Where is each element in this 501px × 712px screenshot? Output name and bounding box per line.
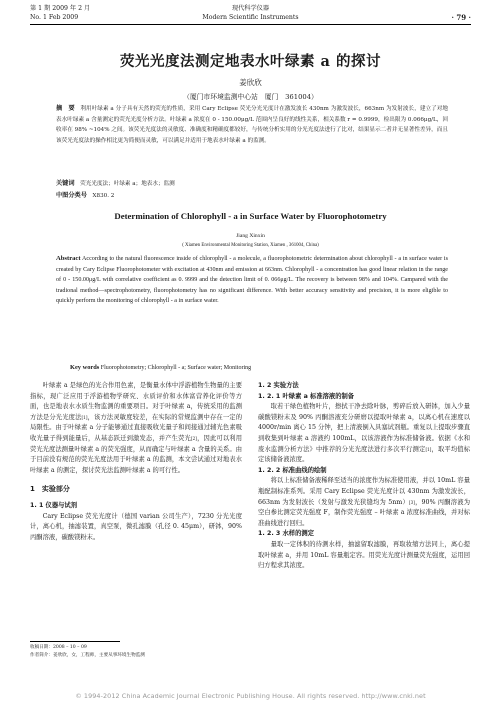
p122-text-2: ，90% 丙酮溶液为空白参比测定荧光强度 F，制作荧光强度 – 叶绿素 a 浓度标准曲线，并对标准曲线进行回归。 [258, 498, 470, 527]
paragraph-1-2-2 [258, 476, 470, 529]
body-column-left [30, 381, 242, 543]
body-column-right [258, 381, 470, 572]
received-date: 收稿日期：2008 – 10 – 09 [30, 645, 87, 650]
classification-cn [56, 190, 114, 199]
running-header [30, 4, 471, 26]
abstract-en [56, 254, 448, 307]
intro-text-1: 叶绿素 a 是绿色的光合作用色素，是衡量水体中浮游植物生物量的主要指标，现广泛应用于浮游植物学研究、水质评价和水体富营养化评价等方面，也是地表水水质生物监测的重要项目。对于叶绿素 a，传统采用的监测方法是分光光度法 [30, 382, 242, 421]
subsection-heading-1-2-2: 1. 2. 2 标准曲线的绘制 [258, 466, 327, 474]
p121-text-2: ，取平均值标定该储备液浓度。 [258, 445, 471, 464]
copyright-footer: © 1994-2012 China Academic Journal Electronic Publishing House. All rights reserved. http://www.cnki.net [75, 692, 426, 700]
subsection-heading-1-2-1: 1. 2. 1 叶绿素 a 标准溶液的制备 [258, 392, 355, 400]
header-rule [30, 24, 471, 25]
journal-cn: 现代科学仪器 [231, 5, 270, 12]
footnote-rule [30, 641, 120, 642]
classification-cn-label: 中图分类号 [56, 192, 87, 199]
affiliation-cn: （厦门市环境监测中心站 厦门 361004） [183, 93, 318, 101]
abstract-cn [56, 104, 448, 146]
title-cn: 荧光光度法测定地表水叶绿素 a 的探讨 [120, 53, 381, 70]
citation-3: [1] [425, 446, 432, 452]
journal-en: Modern Scientific Instruments [202, 14, 299, 21]
paragraph-1-2-3: 量取一定体积的待测水样，抽滤留取滤膜，再取妆缩方法同上，离心提取叶绿素 a，并用 10mL 容量瓶定容。用荧光光度计测量荧光强度，运用回归方程求其浓度。 [258, 540, 470, 570]
section-heading-1: 1 实验部分 [30, 485, 70, 494]
paragraph-1-1: Cary Eclipse 荧光光度计（德国 varian 公司生产），7230 分光光度计，离心机，抽滤装置，真空泵，微孔滤膜（孔径 0. 45μm），研钵，90% 丙酮溶液，碳酸镁粉末。 [30, 512, 242, 541]
subsection-heading-1-2: 1. 2 实验方法 [258, 382, 299, 389]
footnote [30, 644, 145, 661]
author-cn: 姜欣欣 [239, 78, 262, 87]
keywords-cn-text: 荧光光度法；叶绿素 a；地表水；监测 [74, 181, 175, 187]
keywords-en-label: Key words [70, 364, 100, 371]
paragraph-1-2-1 [258, 402, 470, 466]
intro-text-3: ，因此可以利用荧光光度法测量叶绿素 a 的荧光强度，从而确定与叶绿素 a 含量的关系。由于目前没有规范的荧光光度法用于叶绿素 a 的监测，本文尝试通过对地表水叶绿素 a 的测定，探讨荧光法监测叶绿素 a 的可行性。 [30, 434, 243, 474]
classification-cn-text: X830. 2 [86, 193, 115, 199]
subsection-heading-1-1: 1. 1 仪器与试剂 [30, 501, 78, 509]
p121-text-1: 取若干绿色植物叶片，擦拭干净去除叶脉，剪碎后放入研钵，加入少量碳酸镁粉末及 90% 丙酮溶液充分研磨以提取叶绿素 a，以离心机在速度以 4000r/min 离心 15 分钟，把上清液倒入具塞试剂瓶。重复以上提取步骤直到收集到叶绿素 a 溶液约 100mL，以该溶液作为标准储备液。依据《水和废水监测分析方法》中推荐的分光光度法进行多次平行测定 [258, 403, 470, 453]
abstract-cn-text: 利用叶绿素 a 分子具有天然的荧光的性质，采用 Cary Eclipse 荧光分光光度计在激发波长 430nm 为激发波长，663nm 为发射波长，建立了对地表水叶绿素 a 含量测定的荧光光度分析方法。叶绿素 a 浓度在 0 - 150.00μg/L 范围内呈良好的线性关系，相关系数 r = 0.9999，检出限为 0.066μg/L，回收率在 98% ~104% 之间。该荧光光度法的灵敏度、准确度和精确度都较好，与传统分析实用的分光光度法进行了比对，结果显示二者并无显著性差异，而且该荧光光度法的操作相比更为简便而灵敏，可以满足并适用于地表水叶绿素 a 的监测。 [56, 106, 449, 144]
keywords-cn-label: 关键词 [56, 180, 75, 187]
keywords-en [70, 364, 251, 371]
affiliation-en: ( Xiamen Environmental Monitoring Station, Xiamen , 361004, China) [182, 243, 319, 248]
keywords-cn [56, 178, 175, 187]
abstract-en-label: Abstract [56, 255, 81, 262]
journal-info [30, 4, 471, 22]
keywords-en-text: Fluorophotometry; Chlorophyll - a; Surface water; Monitoring [99, 365, 252, 371]
abstract-en-text: According to the natural fluorescence inside of chlorophyll - a molecule, a fluorophotometric determination about chlorophyll - a in surface water is created by Cary Eclipse Fluorophotometer with excitation at 430nm and emission at 663nm. Chlorophyll - a concentration has good linear relation in the range of 0 - 150.00μg/L with correlative coefficient as 0. 9999 and the detection limit of 0. 066μg/L. The recovery is between 98% and 104%. Campared with the tradional method—spectrophotometry, fluorophotometry has no significant difference. With better accuracy sensitivity and precision, it is more eligible to quickly perform the monitoring of chlorophyll - a in surface water. [56, 256, 448, 305]
author-en: Jiang Xinxin [236, 233, 265, 239]
issue-cn: 第 1 期 2009 年 2 月 [30, 5, 91, 12]
subsection-heading-1-2-3: 1. 2. 3 水样的测定 [258, 530, 314, 538]
citation-4: [3] [408, 499, 415, 505]
page-number: · 79 · [451, 13, 471, 22]
citation-2: [2] [191, 435, 197, 441]
intro-paragraph [30, 381, 242, 476]
p122-text-1: 将以上标准储备液稀释至适当的浓度作为标准使用液，并以 10mL 容量瓶配制标准系列。采用 Cary Eclipse 荧光光度计以 430nm 为激发波长，663nm 为发射波长（发射与激发光狭缝均为 5nm） [258, 477, 470, 506]
intro-text-2: ，该方法灵敏度较差，在实际的常规监测中存在一定的局限性。由于叶绿素 a 分子能够通过直接吸收光量子和间接通过辅光色素吸收光量子得到能量后，从基态跃迁到激发态，并产生荧光 [30, 413, 242, 442]
citation-1: [1] [81, 414, 88, 420]
abstract-cn-label: 摘 要 [56, 105, 75, 112]
author-bio: 作者简介：姜欣欣，女，工程师，主要从事环境生物监测 [30, 653, 145, 659]
title-en: Determination of Chlorophyll - a in Surface Water by Fluorophotometry [114, 211, 387, 221]
issue-en: No. 1 Feb 2009 [30, 14, 79, 21]
